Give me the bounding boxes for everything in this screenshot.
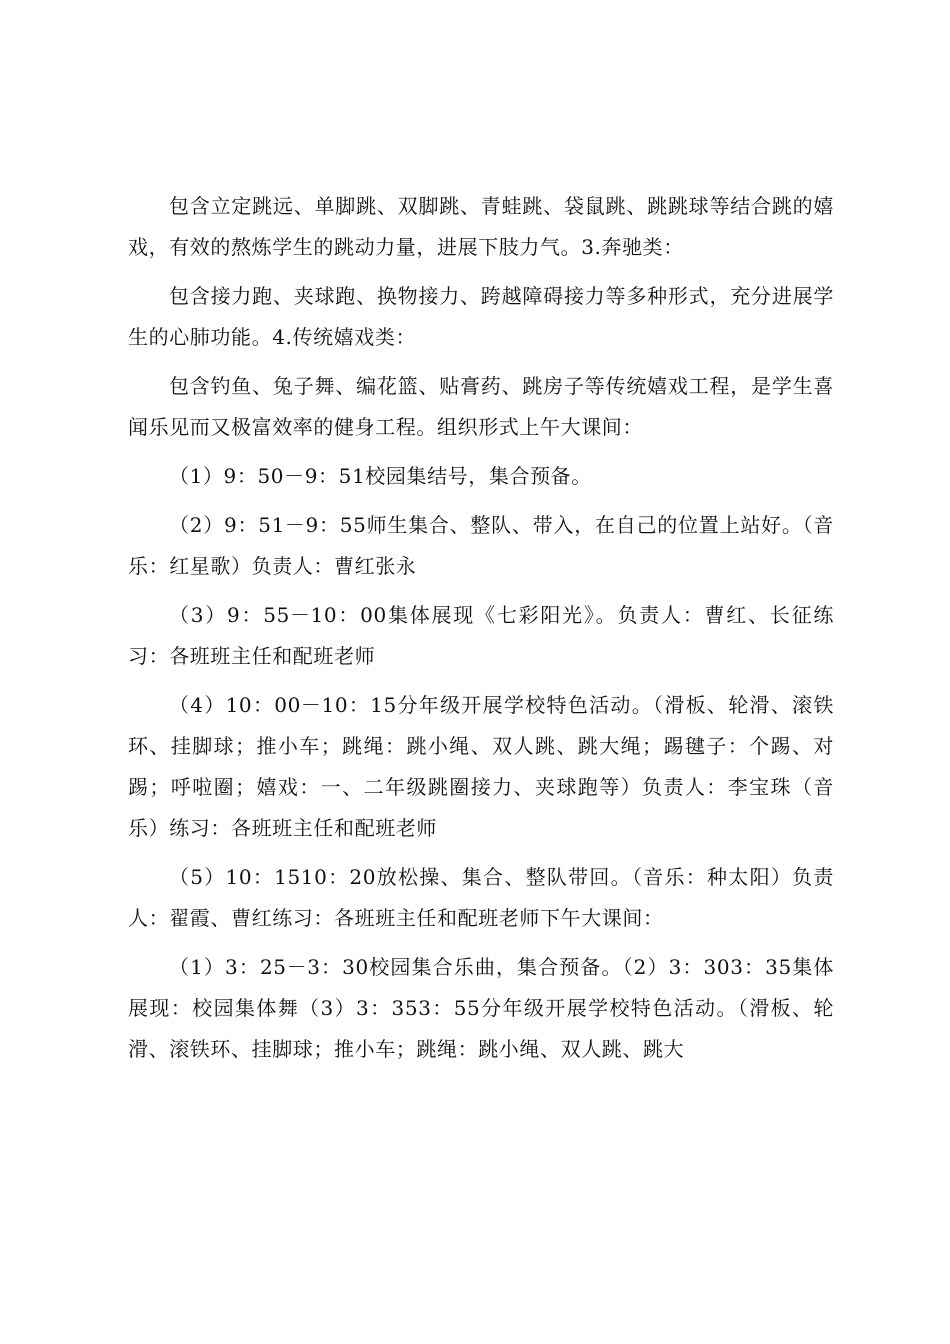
paragraph-afternoon-steps: （1）3：25－3：30校园集合乐曲，集合预备。（2）3：303：35集体展现：校园集体舞（3）3：353：55分年级开展学校特色活动。（滑板、轮滑、滚铁环、挂脚球；推小车；跳绳：跳小绳、双人跳、跳大: [128, 955, 834, 1061]
paragraph-jump-games: 包含立定跳远、单脚跳、双脚跳、青蛙跳、袋鼠跳、跳跳球等结合跳的嬉戏，有效的熬炼学生的跳动力量，进展下肢力气。3.奔驰类：: [128, 194, 834, 259]
document-body: [128, 186, 834, 1070]
paragraph-traditional-games: 包含钓鱼、兔子舞、编花篮、贴膏药、跳房子等传统嬉戏工程，是学生喜闻乐见而又极富效率的健身工程。组织形式上午大课间：: [128, 374, 834, 439]
paragraph-morning-step-4: （4）10：00－10：15分年级开展学校特色活动。（滑板、轮滑、滚铁环、挂脚球；推小车；跳绳：跳小绳、双人跳、跳大绳；踢毽子：个踢、对踢；呼啦圈；嬉戏：一、二年级跳圈接力、夹球跑等）负责人：李宝珠（音乐）练习：各班班主任和配班老师: [128, 693, 834, 840]
paragraph-morning-step-3: （3）9：55－10：00集体展现《七彩阳光》。负责人：曹红、长征练习：各班班主任和配班老师: [128, 603, 834, 668]
paragraph-morning-step-2: （2）9：51－9：55师生集合、整队、带入，在自己的位置上站好。（音乐：红星歌）负责人：曹红张永: [128, 513, 834, 578]
paragraph-morning-step-5: （5）10：1510：20放松操、集合、整队带回。（音乐：种太阳）负责人：翟霞、曹红练习：各班班主任和配班老师下午大课间：: [128, 865, 834, 930]
paragraph-morning-step-1: （1）9：50－9：51校园集结号，集合预备。: [169, 464, 592, 488]
paragraph-running-games: 包含接力跑、夹球跑、换物接力、跨越障碍接力等多种形式，充分进展学生的心肺功能。4.传统嬉戏类：: [128, 284, 834, 349]
